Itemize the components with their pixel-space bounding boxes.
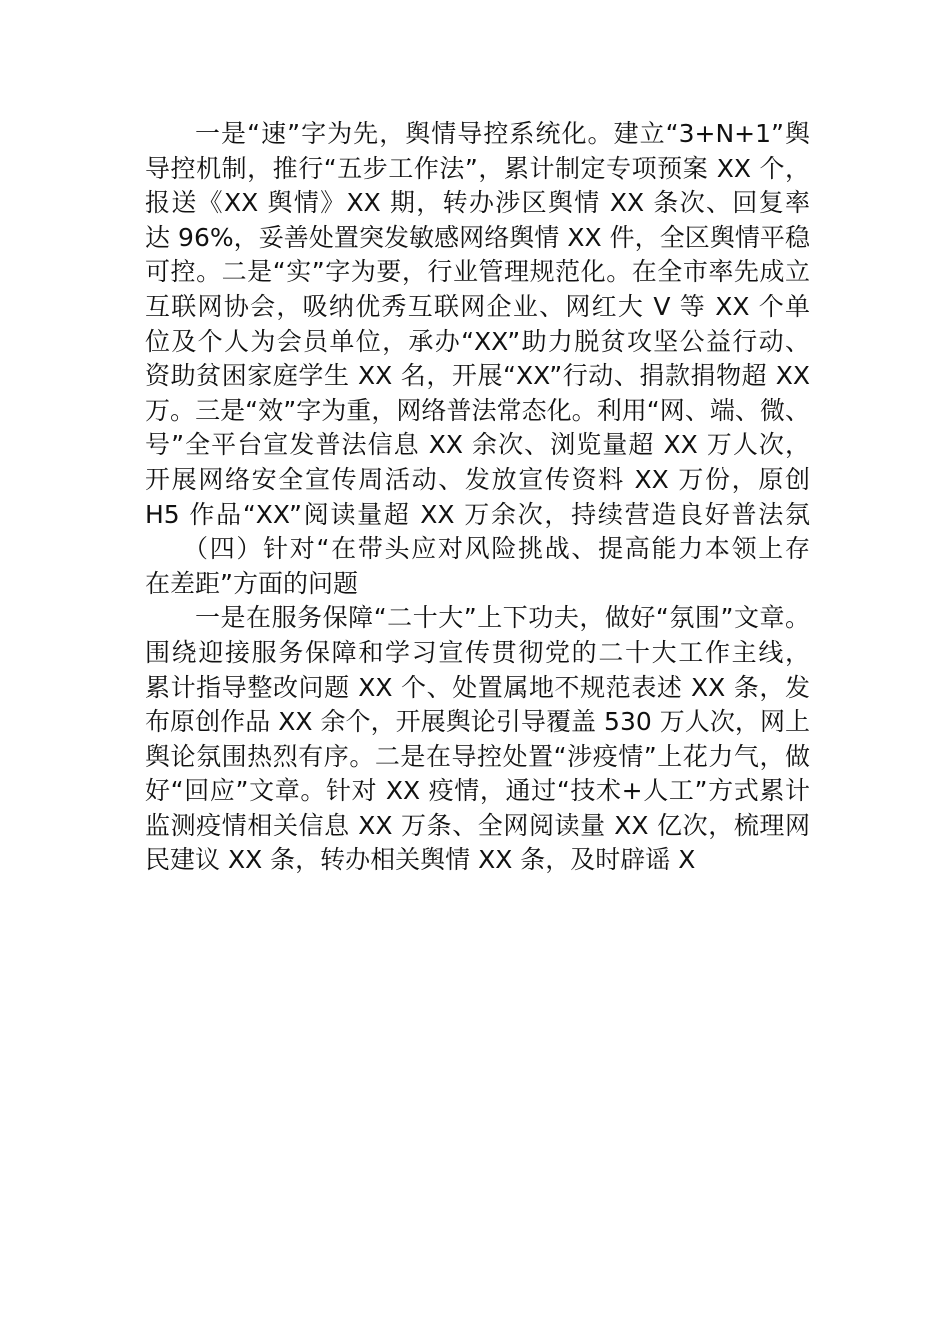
paragraph-achievements-1	[145, 117, 810, 532]
text-line: 开展网络安全宣传周活动、发放宣传资料 XX 万份，原创	[145, 464, 810, 494]
document-body	[145, 117, 810, 878]
text-line: 报送《XX 舆情》XX 期，转办涉区舆情 XX 条次、回复率	[145, 188, 810, 218]
text-line: 一是“速”字为先，舆情导控系统化。建立“3+N+1”舆	[195, 119, 810, 148]
text-line: 一是在服务保障“二十大”上下功夫，做好“氛围”文章。	[195, 603, 810, 633]
text-line: 资助贫困家庭学生 XX 名，开展“XX”行动、捐款捐物超 XX	[145, 361, 810, 391]
text-line: 互联网协会，吸纳优秀互联网企业、网红大 V 等 XX 个单	[145, 291, 810, 321]
text-line: 民建议 XX 条，转办相关舆情 XX 条，及时辟谣 X	[145, 845, 696, 875]
text-line: 累计指导整改问题 XX 个、处置属地不规范表述 XX 条，发	[145, 672, 810, 702]
text-line: 好“回应”文章。针对 XX 疫情，通过“技术+人工”方式累计	[145, 776, 810, 806]
text-line: 围绕迎接服务保障和学习宣传贯彻党的二十大工作主线，	[145, 637, 810, 667]
text-line: 导控机制，推行“五步工作法”，累计制定专项预案 XX 个，	[145, 153, 810, 183]
text-line: 监测疫情相关信息 XX 万条、全网阅读量 XX 亿次，梳理网	[145, 810, 810, 840]
text-line: 号”全平台宣发普法信息 XX 余次、浏览量超 XX 万人次，	[145, 430, 810, 460]
text-line: H5 作品“XX”阅读量超 XX 万余次，持续营造良好普法氛	[145, 499, 810, 529]
text-line: 可控。二是“实”字为要，行业管理规范化。在全市率先成立	[145, 257, 810, 287]
text-line: 达 96%，妥善处置突发敏感网络舆情 XX 件，全区舆情平稳	[145, 222, 810, 252]
paragraph-achievements-2	[145, 601, 810, 878]
section-heading-4	[145, 532, 810, 601]
heading-line: （四）针对“在带头应对风险挑战、提高能力本领上存	[183, 534, 810, 564]
text-line: 舆论氛围热烈有序。二是在导控处置“涉疫情”上花力气，做	[145, 741, 810, 771]
text-line: 布原创作品 XX 余个，开展舆论引导覆盖 530 万人次，网上	[145, 707, 810, 737]
text-line: 万。三是“效”字为重，网络普法常态化。利用“网、端、微、	[145, 395, 810, 425]
text-line: 位及个人为会员单位，承办“XX”助力脱贫攻坚公益行动、	[145, 326, 810, 356]
heading-line: 在差距”方面的问题	[145, 568, 358, 598]
